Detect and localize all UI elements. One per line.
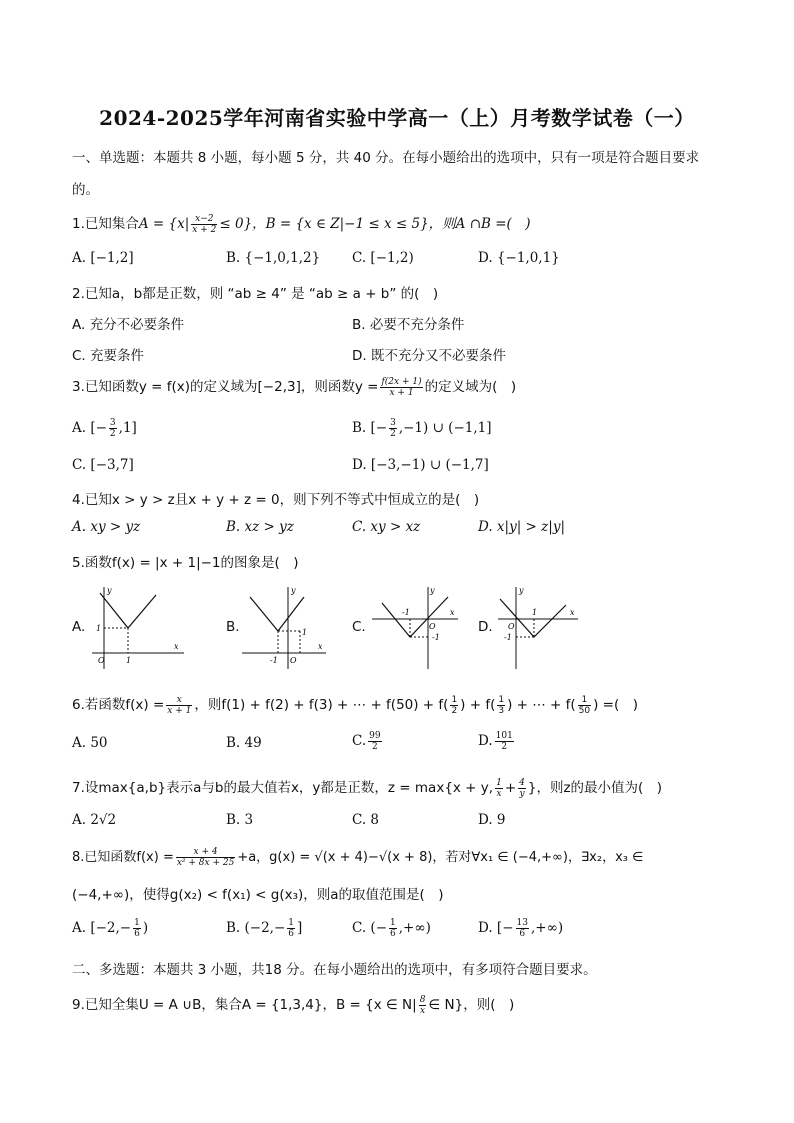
q6-pre: 6.若函数f(x) = [72,697,165,713]
q8-option-c [352,918,431,939]
question-7 [72,776,732,799]
q8-b-pre: B. (−2,− [226,920,286,936]
q1-option-b: B. {−1,0,1,2} [226,250,321,266]
q5-graph-a [88,583,188,673]
q7-frac-2 [518,778,526,799]
q3-option-b [352,418,492,439]
q7-option-b: B. 3 [226,812,254,828]
q3-b-den: 2 [390,429,396,439]
q5c-x-label: x [450,608,455,617]
q8-a-frac [133,918,141,939]
q9-frac-den: x [420,1005,426,1016]
q5b-tick-y: 1 [302,628,308,637]
q8-d-frac [516,918,529,939]
q7-option-d: D. 9 [478,812,506,828]
q5a-x-label: x [174,642,179,651]
q8-d-num: 13 [516,918,528,928]
q8-a-den: 6 [134,929,140,939]
q8-mid: +a，g(x) = √(x + 4)−√(x + 8)，若对∀x₁ ∈ (−4,+∞)，∃x₂，x₃ ∈ [237,850,644,865]
q7-f1-den: x [496,788,502,799]
q6-mid: ，则f(1) + f(2) + f(3) + ⋯ + f(50) + f( [194,697,449,713]
question-1 [72,212,732,235]
q6-f3-den: 50 [578,705,591,716]
q5a-y-label: y [107,586,112,595]
q3-frac-den: x + 1 [389,387,414,398]
q3-a-frac [109,418,117,439]
q6-f1-num: 1 [451,694,458,705]
q6-option-d [478,731,516,752]
q8-c-frac [389,918,397,939]
q6-option-a: A. 50 [72,735,108,751]
q6-c-pre: C. [352,733,367,749]
q6-mid3: ) + ⋯ + f( [507,697,576,713]
q5-graph-c [368,583,464,673]
q8-option-a [72,918,148,939]
q6-frac-1 [450,695,458,716]
q8-b-post: ] [297,920,303,936]
q6-f2-num: 1 [498,694,505,705]
q4-option-c: C. xy > xz [352,519,421,535]
q1-rest: ≤ 0}，B = {x ∈ Z|−1 ≤ x ≤ 5}，则A ∩B =( ) [219,216,531,232]
q3-option-d: D. [−3,−1) ∪ (−1,7] [352,457,489,473]
q3-a-num: 3 [109,418,116,428]
q8-b-den: 6 [288,929,295,939]
q7-frac-1 [495,778,503,799]
q5b-tick-x: -1 [270,656,278,665]
q6-f2-den: 3 [498,705,505,716]
q5d-x-label: x [570,608,575,617]
q5d-origin: O [508,622,515,631]
q9-fraction [419,995,427,1016]
q5d-tick-y: -1 [504,633,512,642]
exam-title: 2024-2025学年河南省实验中学高一（上）月考数学试卷（一） [99,106,695,130]
q6-option-c [352,731,384,752]
q4-option-b: B. xz > yz [226,519,294,535]
q5d-tick-x: 1 [532,608,538,617]
q3-option-c: C. [−3,7] [72,457,134,473]
q9-pre: 9.已知全集U = A ∪B，集合A = {1,3,4}，B = {x ∈ N| [72,997,417,1013]
question-9 [72,993,732,1016]
q8-a-post: ) [142,920,149,936]
q5-label-d: D. [478,619,493,635]
q5a-tick-y: 1 [96,624,102,633]
q5-graph-b [240,583,330,673]
q6-f1-den: 2 [451,705,458,716]
q6-d-den: 2 [501,742,508,752]
q2-option-c: C. 充要条件 [72,348,145,364]
q6-f3-num: 1 [578,695,591,706]
q8-frac-den: x² + 8x + 25 [176,858,235,868]
q4-option-a: A. xy > yz [72,519,141,535]
question-8 [72,846,732,868]
question-5: 5.函数f(x) = |x + 1|−1的图象是( ) [72,555,299,571]
q2-option-d: D. 既不充分又不必要条件 [352,348,506,364]
q1-pre: 1.已知集合 [72,216,139,232]
q1-option-d: D. {−1,0,1} [478,250,560,266]
q7-post: }，则z的最小值为( ) [527,780,663,796]
question-3 [72,375,732,398]
q3-post: 的定义域为( ) [424,379,517,395]
q8-frac-num: x + 4 [176,847,235,858]
q6-option-b: B. 49 [226,735,262,751]
q1-frac-num: x−2 [191,214,217,225]
q6-d-num: 101 [495,731,513,741]
q3-a-post: ,1] [118,420,137,436]
q5b-y-label: y [291,586,296,595]
q8-d-den: 6 [519,929,526,939]
q8-fraction [176,847,235,868]
q3-a-pre: A. [− [72,420,107,436]
q5-label-a: A. [72,619,86,635]
q3-b-frac [389,418,397,439]
q5a-origin: O [98,656,105,665]
q2-option-a: A. 充分不必要条件 [72,317,185,333]
q5b-origin: O [290,656,297,665]
q5c-tick-x: -1 [402,608,410,617]
q7-f1-num: 1 [496,777,502,788]
q3-b-pre: B. [− [352,420,388,436]
q3-a-den: 2 [109,429,116,439]
q6-c-num: 99 [369,731,381,741]
q8-pre: 8.已知函数f(x) = [72,850,174,865]
q7-option-a: A. 2√2 [72,812,117,828]
q6-c-frac [368,731,381,752]
section1-heading-cont: 的。 [72,182,99,198]
q5-label-b: B. [226,619,240,635]
q7-option-c: C. 8 [352,812,380,828]
q1-option-a: A. [−1,2] [72,250,134,266]
q3-frac-num: f(2x + 1) [381,376,422,387]
q7-f2-den: y [519,788,525,799]
q8-d-pre: D. [− [478,920,514,936]
question-8-cont: (−4,+∞)，使得g(x₂) < f(x₁) < g(x₃)，则a的取值范围是( ) [72,887,444,903]
q5d-y-label: y [519,586,524,595]
q6-d-frac [495,731,514,752]
q5c-tick-y: -1 [432,633,440,642]
q3-b-post: ,−1) ∪ (−1,1] [398,420,492,436]
q8-c-post: ,+∞) [398,920,431,936]
q3-pre: 3.已知函数y = f(x)的定义域为[−2,3]，则函数y = [72,379,379,395]
q3-option-a [72,418,137,439]
section1-heading: 一、单选题：本题共 8 小题，每小题 5 分，共 40 分。在每小题给出的选项中，只有一项是符合题目要求 [72,150,700,166]
question-6 [72,693,732,716]
q5-label-c: C. [352,619,366,635]
q1-fraction [191,214,217,235]
q7-f2-num: 4 [519,777,525,788]
q6-fraction [166,695,192,716]
q6-c-den: 2 [372,742,378,752]
q5-graph-d [494,583,584,673]
q6-frac-den: x + 1 [167,705,192,716]
q8-option-d [478,918,563,939]
q8-c-num: 1 [390,918,396,928]
q5b-x-label: x [318,642,323,651]
q8-a-num: 1 [134,918,140,928]
q5c-y-label: y [430,586,435,595]
q1-option-c: C. [−1,2) [352,250,414,266]
q1-set-a: A = {x| [138,216,190,232]
q3-fraction [380,377,422,398]
q3-b-num: 3 [390,418,396,428]
question-2: 2.已知a，b都是正数，则 “ab ≥ 4” 是 “ab ≥ a + b” 的( ) [72,286,439,302]
question-4: 4.已知x > y > z且x + y + z = 0，则下列不等式中恒成立的是( ) [72,492,480,508]
q6-d-pre: D. [478,733,493,749]
q4-option-d: D. x|y| > z|y| [478,519,565,535]
q8-a-pre: A. [−2,− [72,920,132,936]
q6-mid2: ) + f( [460,697,496,713]
q8-option-b [226,918,302,939]
q9-frac-num: 8 [419,994,426,1005]
q6-frac-3 [578,695,591,716]
q5c-origin: O [429,622,436,631]
q7-plus: + [504,780,517,796]
q6-frac-2 [497,695,505,716]
q8-c-pre: C. (− [352,920,388,936]
q6-frac-num: x [166,695,192,706]
q8-c-den: 6 [390,929,396,939]
q8-d-post: ,+∞) [530,920,564,936]
q2-option-b: B. 必要不充分条件 [352,317,465,333]
section2-heading: 二、多选题：本题共 3 小题，共18 分。在每小题给出的选项中，有多项符合题目要求。 [72,962,597,978]
q7-pre: 7.设max{a,b}表示a与b的最大值若x，y都是正数，z = max{x + y, [72,780,494,796]
q8-b-num: 1 [288,918,295,928]
q8-b-frac [287,918,295,939]
q6-post: ) =( ) [593,697,639,713]
q1-frac-den: x + 2 [192,224,217,235]
q5a-tick-x: 1 [126,656,132,665]
q9-post: ∈ N}，则( ) [428,997,515,1013]
